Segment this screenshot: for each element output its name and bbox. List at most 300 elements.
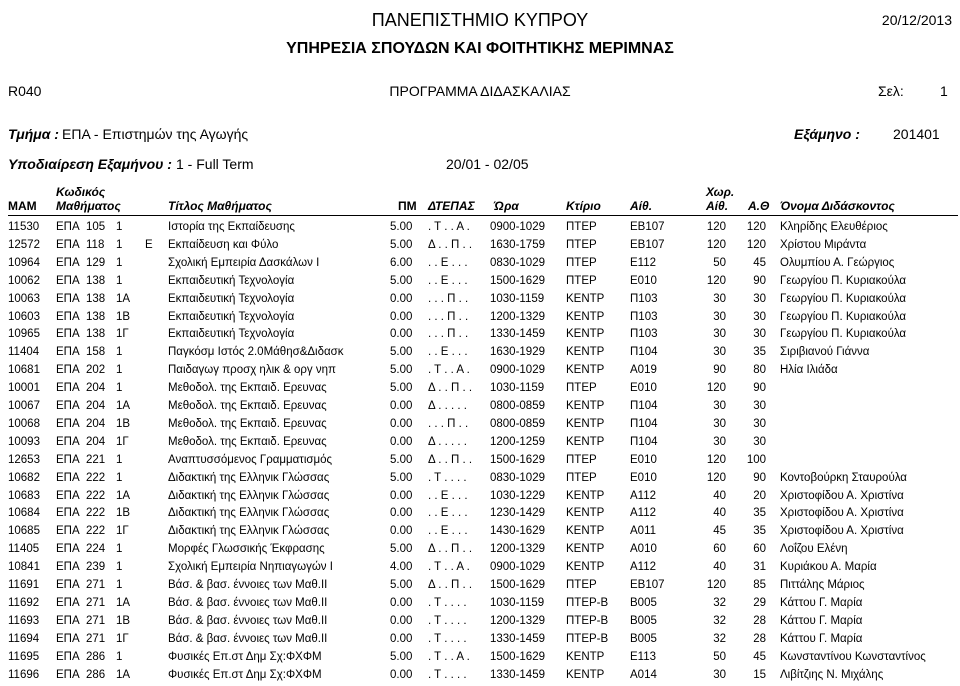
table-row: [0, 490, 960, 507]
building-cell: ΠΤΕΡ: [566, 471, 597, 484]
instructor-cell: Ολυμπίου Α. Γεώργιος: [780, 256, 895, 269]
section-cell: 1Α: [116, 489, 131, 502]
room-cell: Π103: [630, 328, 658, 341]
building-cell: ΚΕΝΤΡ: [566, 292, 605, 305]
building-cell: ΠΤΕΡ-Β: [566, 596, 609, 609]
mam-cell: 10062: [8, 274, 40, 287]
page-label: Σελ:: [878, 83, 904, 99]
room-cell: Α019: [630, 364, 657, 377]
dept-cell: ΕΠΑ: [56, 256, 80, 269]
table-row: [0, 525, 960, 542]
at-cell: 15: [753, 668, 766, 681]
section-cell: 1Γ: [116, 525, 129, 538]
building-cell: ΠΤΕΡ: [566, 256, 597, 269]
instructor-cell: Γεωργίου Π. Κυριακούλα: [780, 310, 907, 323]
dept-cell: ΕΠΑ: [56, 614, 80, 627]
building-cell: ΚΕΝΤΡ: [566, 364, 605, 377]
at-cell: 30: [753, 417, 766, 430]
course-number-cell: 271: [86, 579, 106, 591]
time-cell: 0830-1029: [490, 256, 545, 269]
section-cell: 1: [116, 579, 123, 591]
room-cell: Ε113: [630, 650, 657, 663]
time-cell: 1230-1429: [490, 507, 545, 520]
time-cell: 0800-0859: [490, 417, 545, 430]
credits-cell: 5.00: [390, 274, 413, 287]
col-instructor: Όνομα Διδάσκοντος: [780, 199, 895, 213]
at-cell: 100: [746, 453, 766, 466]
instructor-cell: Ηλία Ιλιάδα: [780, 364, 838, 377]
credits-cell: 5.00: [390, 346, 413, 359]
course-number-cell: 271: [86, 632, 106, 645]
time-cell: 1500-1629: [490, 650, 545, 663]
section-cell: 1: [116, 650, 123, 663]
instructor-cell: Γεωργίου Π. Κυριακούλα: [780, 292, 907, 305]
table-row: [0, 221, 960, 238]
instructor-cell: Λιβίτζιης Ν. Μιχάλης: [780, 668, 884, 681]
days-cell: Δ . . Π . .: [428, 382, 473, 395]
dept-cell: ΕΠΑ: [56, 417, 80, 430]
course-number-cell: 138: [86, 328, 106, 341]
building-cell: ΠΤΕΡ: [566, 453, 597, 466]
col-mam: ΜΑΜ: [8, 199, 37, 213]
instructor-cell: Σιριβιανού Γιάννα: [780, 346, 870, 359]
room-cell: Ε010: [630, 274, 657, 287]
table-row: [0, 507, 960, 524]
course-number-cell: 222: [86, 507, 106, 520]
mam-cell: 11695: [8, 650, 40, 663]
dept-cell: ΕΠΑ: [56, 238, 80, 251]
time-cell: 1030-1159: [490, 292, 545, 305]
dept-cell: ΕΠΑ: [56, 435, 80, 448]
section-cell: 1: [116, 382, 123, 395]
dept-cell: ΕΠΑ: [56, 346, 80, 359]
time-cell: 0800-0859: [490, 400, 545, 412]
days-cell: . . . Π . .: [428, 310, 469, 323]
university-title: ΠΑΝΕΠΙΣΤΗΜΙΟ ΚΥΠΡΟΥ: [371, 10, 589, 30]
section-cell: 1: [116, 471, 123, 484]
instructor-cell: Χριστοφίδου Α. Χριστίνα: [780, 507, 904, 520]
at-cell: 120: [746, 221, 766, 233]
capacity-cell: 50: [713, 256, 726, 269]
section-cell: 1: [116, 364, 123, 377]
days-cell: . . . Π . .: [428, 328, 469, 341]
capacity-cell: 60: [713, 543, 726, 556]
course-title-cell: Διδακτική της Ελληνικ Γλώσσας: [168, 471, 330, 484]
credits-cell: 0.00: [390, 668, 413, 681]
section-cell: 1: [116, 274, 123, 287]
capacity-cell: 120: [706, 471, 726, 484]
course-number-cell: 222: [86, 471, 106, 484]
building-cell: ΠΤΕΡ-Β: [566, 632, 609, 645]
course-number-cell: 271: [86, 596, 106, 609]
capacity-cell: 40: [713, 489, 726, 502]
col-building: Κτίριο: [566, 199, 601, 213]
semester-label: Εξάμηνο :: [794, 126, 860, 142]
table-row: [0, 382, 960, 399]
section-cell: 1: [116, 238, 123, 251]
building-cell: ΚΕΝΤΡ: [566, 543, 605, 556]
time-cell: 0900-1029: [490, 561, 545, 574]
mam-cell: 10684: [8, 507, 40, 520]
mam-cell: 10682: [8, 471, 40, 484]
course-title-cell: Διδακτική της Ελληνικ Γλώσσας: [168, 507, 330, 520]
at-cell: 90: [753, 382, 766, 395]
days-cell: Δ . . Π . .: [428, 238, 473, 251]
course-title-cell: Βάσ. & βασ. έννοιες των Μαθ.ΙΙ: [168, 579, 328, 591]
at-cell: 45: [753, 650, 766, 663]
course-title-cell: Εκπαιδευτική Τεχνολογία: [168, 292, 295, 305]
dept-cell: ΕΠΑ: [56, 328, 80, 341]
room-cell: Β005: [630, 596, 657, 609]
days-cell: . Τ . . Α .: [428, 364, 470, 377]
time-cell: 1430-1629: [490, 525, 545, 538]
days-cell: . . Ε . . .: [428, 489, 468, 502]
section-cell: 1Β: [116, 417, 131, 430]
department-label: Τμήμα :: [8, 126, 59, 142]
dept-cell: ΕΠΑ: [56, 579, 80, 591]
mam-cell: 10093: [8, 435, 40, 448]
section-cell: 1Β: [116, 310, 131, 323]
instructor-cell: Λοΐζου Ελένη: [780, 543, 848, 556]
days-cell: Δ . . . . .: [428, 435, 467, 448]
at-cell: 80: [753, 364, 766, 377]
course-title-cell: Αναπτυσσόμενος Γραμματισμός: [168, 453, 333, 466]
capacity-cell: 120: [706, 238, 726, 251]
building-cell: ΠΤΕΡ: [566, 382, 597, 395]
time-cell: 1200-1329: [490, 614, 545, 627]
days-cell: . Τ . . . .: [428, 596, 467, 609]
at-cell: 30: [753, 292, 766, 305]
at-cell: 20: [753, 489, 766, 502]
at-cell: 35: [753, 525, 766, 538]
table-row: [0, 454, 960, 471]
section-cell: 1Α: [116, 668, 131, 681]
col-title: Τίτλος Μαθήματος: [168, 199, 272, 213]
room-cell: Π104: [630, 400, 658, 412]
building-cell: ΚΕΝΤΡ: [566, 310, 605, 323]
course-title-cell: Εκπαιδευτική Τεχνολογία: [168, 328, 295, 341]
at-cell: 45: [753, 256, 766, 269]
table-row: [0, 669, 960, 686]
days-cell: . . . Π . .: [428, 417, 469, 430]
building-cell: ΚΕΝΤΡ: [566, 417, 605, 430]
course-number-cell: 204: [86, 382, 106, 395]
at-cell: 30: [753, 435, 766, 448]
table-row: [0, 633, 960, 650]
mam-cell: 10683: [8, 489, 40, 502]
instructor-cell: Κάττου Γ. Μαρία: [780, 596, 863, 609]
credits-cell: 0.00: [390, 632, 413, 645]
credits-cell: 0.00: [390, 310, 413, 323]
room-cell: Ε010: [630, 382, 657, 395]
capacity-cell: 30: [713, 346, 726, 359]
instructor-cell: Κληρίδης Ελευθέριος: [780, 221, 888, 233]
section-cell: 1Α: [116, 292, 131, 305]
section-cell: 1: [116, 256, 123, 269]
days-cell: . Τ . . Α .: [428, 221, 470, 233]
capacity-cell: 120: [706, 382, 726, 395]
building-cell: ΠΤΕΡ: [566, 238, 597, 251]
capacity-cell: 30: [713, 328, 726, 341]
dept-cell: ΕΠΑ: [56, 525, 80, 538]
credits-cell: 0.00: [390, 614, 413, 627]
course-title-cell: Μεθοδολ. της Εκπαιδ. Ερευνας: [168, 400, 327, 412]
dept-cell: ΕΠΑ: [56, 471, 80, 484]
capacity-cell: 30: [713, 400, 726, 412]
dept-cell: ΕΠΑ: [56, 382, 80, 395]
course-number-cell: 204: [86, 417, 106, 430]
table-row: [0, 275, 960, 292]
report-title: ΠΡΟΓΡΑΜΜΑ ΔΙΔΑΣΚΑΛΙΑΣ: [389, 83, 571, 99]
course-title-cell: Μορφές Γλωσσικής Έκφρασης: [168, 543, 325, 556]
subdivision-label: Υποδιαίρεση Εξαμήνου :: [8, 156, 172, 172]
col-room: Αίθ.: [630, 199, 653, 213]
section-cell: 1: [116, 543, 123, 556]
building-cell: ΚΕΝΤΡ: [566, 668, 605, 681]
col-capacity-line1: Χωρ.: [706, 185, 735, 199]
header-divider: [8, 215, 958, 216]
course-number-cell: 271: [86, 614, 106, 627]
col-code-line2: Μαθήματος: [56, 199, 121, 213]
service-title: ΥΠΗΡΕΣΙΑ ΣΠΟΥΔΩΝ ΚΑΙ ΦΟΙΤΗΤΙΚΗΣ ΜΕΡΙΜΝΑΣ: [286, 40, 674, 57]
section-cell: 1Γ: [116, 328, 129, 341]
course-title-cell: Μεθοδολ. της Εκπαιδ. Ερευνας: [168, 417, 327, 430]
mam-cell: 10068: [8, 417, 40, 430]
instructor-cell: Κάττου Γ. Μαρία: [780, 632, 863, 645]
section-cell: 1: [116, 561, 123, 574]
course-title-cell: Ιστορία της Εκπαίδευσης: [168, 221, 295, 233]
capacity-cell: 30: [713, 435, 726, 448]
col-capacity-line2: Αίθ.: [706, 199, 729, 213]
capacity-cell: 120: [706, 579, 726, 591]
mam-cell: 10067: [8, 400, 40, 412]
col-days: ΔΤΕΠΑΣ: [428, 199, 475, 213]
building-cell: ΚΕΝΤΡ: [566, 507, 605, 520]
course-title-cell: Μεθοδολ. της Εκπαιδ. Ερευνας: [168, 382, 327, 395]
capacity-cell: 30: [713, 668, 726, 681]
days-cell: Δ . . . . .: [428, 400, 467, 412]
course-title-cell: Φυσικές Επ.στ Δημ Σχ:ΦΧΦΜ: [168, 650, 322, 663]
report-code: R040: [8, 83, 42, 99]
course-number-cell: 221: [86, 453, 106, 466]
room-cell: Α010: [630, 543, 657, 556]
credits-cell: 5.00: [390, 221, 413, 233]
room-cell: Ε010: [630, 471, 657, 484]
col-time: Ώρα: [494, 199, 519, 213]
time-cell: 0900-1029: [490, 364, 545, 377]
course-number-cell: 118: [86, 238, 105, 251]
table-row: [0, 293, 960, 310]
days-cell: . Τ . . Α .: [428, 650, 470, 663]
table-row: [0, 239, 960, 256]
course-number-cell: 222: [86, 525, 106, 538]
room-cell: Β005: [630, 632, 657, 645]
time-cell: 1500-1629: [490, 453, 545, 466]
dept-cell: ΕΠΑ: [56, 292, 80, 305]
course-number-cell: 204: [86, 435, 106, 448]
mam-cell: 11405: [8, 543, 40, 556]
room-cell: Ε112: [630, 256, 657, 269]
building-cell: ΚΕΝΤΡ: [566, 489, 605, 502]
room-cell: Π104: [630, 435, 658, 448]
days-cell: . . Ε . . .: [428, 507, 468, 520]
credits-cell: 5.00: [390, 238, 413, 251]
table-row: [0, 257, 960, 274]
col-at: Α.Θ: [748, 199, 770, 213]
credits-cell: 5.00: [390, 650, 413, 663]
course-number-cell: 138: [86, 310, 106, 323]
extra-cell: Ε: [145, 238, 153, 251]
at-cell: 85: [753, 579, 766, 591]
room-cell: Α011: [630, 525, 657, 538]
at-cell: 28: [753, 614, 766, 627]
days-cell: . . Ε . . .: [428, 274, 468, 287]
credits-cell: 0.00: [390, 328, 413, 341]
course-title-cell: Βάσ. & βασ. έννοιες των Μαθ.ΙΙ: [168, 632, 328, 645]
capacity-cell: 32: [713, 596, 726, 609]
course-title-cell: Εκπαίδευση και Φύλο: [168, 238, 279, 251]
building-cell: ΚΕΝΤΡ: [566, 561, 605, 574]
at-cell: 120: [746, 238, 766, 251]
table-row: [0, 597, 960, 614]
mam-cell: 12572: [8, 238, 40, 251]
table-row: [0, 561, 960, 578]
credits-cell: 6.00: [390, 256, 413, 269]
at-cell: 30: [753, 328, 766, 341]
section-cell: 1: [116, 453, 123, 466]
course-number-cell: 286: [86, 668, 106, 681]
page-number: 1: [940, 83, 948, 99]
building-cell: ΠΤΕΡ: [566, 221, 597, 233]
building-cell: ΠΤΕΡ-Β: [566, 614, 609, 627]
capacity-cell: 50: [713, 650, 726, 663]
instructor-cell: Χρίστου Μιράντα: [780, 238, 867, 251]
at-cell: 31: [753, 561, 766, 574]
section-cell: 1Α: [116, 400, 131, 412]
dept-cell: ΕΠΑ: [56, 543, 80, 556]
table-row: [0, 579, 960, 596]
at-cell: 60: [753, 543, 766, 556]
subdivision-value: 1 - Full Term: [176, 156, 254, 172]
building-cell: ΠΤΕΡ: [566, 274, 597, 287]
at-cell: 30: [753, 310, 766, 323]
mam-cell: 11696: [8, 668, 40, 681]
at-cell: 35: [753, 346, 766, 359]
capacity-cell: 120: [706, 221, 726, 233]
days-cell: . Τ . . . .: [428, 614, 467, 627]
instructor-cell: Πιττάλης Μάριος: [780, 579, 865, 591]
credits-cell: 0.00: [390, 292, 413, 305]
credits-cell: 5.00: [390, 364, 413, 377]
at-cell: 30: [753, 400, 766, 412]
semester-value: 201401: [893, 126, 940, 142]
at-cell: 35: [753, 507, 766, 520]
section-cell: 1Α: [116, 596, 131, 609]
days-cell: Δ . . Π . .: [428, 453, 473, 466]
credits-cell: 0.00: [390, 596, 413, 609]
course-title-cell: Διδακτική της Ελληνικ Γλώσσας: [168, 525, 330, 538]
building-cell: ΚΕΝΤΡ: [566, 435, 605, 448]
days-cell: . . Ε . . .: [428, 256, 468, 269]
course-number-cell: 105: [86, 221, 106, 233]
mam-cell: 11530: [8, 221, 40, 233]
table-row: [0, 615, 960, 632]
days-cell: . . Ε . . .: [428, 346, 468, 359]
table-row: [0, 346, 960, 363]
col-code-line1: Κωδικός: [56, 185, 106, 199]
date-range: 20/01 - 02/05: [446, 156, 529, 172]
time-cell: 1330-1459: [490, 668, 545, 681]
capacity-cell: 30: [713, 310, 726, 323]
time-cell: 1200-1329: [490, 543, 545, 556]
at-cell: 28: [753, 632, 766, 645]
section-cell: 1Γ: [116, 435, 129, 448]
time-cell: 1200-1259: [490, 435, 545, 448]
credits-cell: 0.00: [390, 400, 413, 412]
time-cell: 1030-1159: [490, 382, 545, 395]
dept-cell: ΕΠΑ: [56, 221, 80, 233]
mam-cell: 11404: [8, 346, 40, 359]
capacity-cell: 30: [713, 417, 726, 430]
time-cell: 1330-1459: [490, 328, 545, 341]
at-cell: 90: [753, 471, 766, 484]
credits-cell: 5.00: [390, 382, 413, 395]
time-cell: 1500-1629: [490, 274, 545, 287]
course-title-cell: Διδακτική της Ελληνικ Γλώσσας: [168, 489, 330, 502]
dept-cell: ΕΠΑ: [56, 310, 80, 323]
capacity-cell: 45: [713, 525, 726, 538]
credits-cell: 0.00: [390, 507, 413, 520]
dept-cell: ΕΠΑ: [56, 596, 80, 609]
room-cell: Β005: [630, 614, 657, 627]
capacity-cell: 40: [713, 561, 726, 574]
room-cell: Π103: [630, 310, 658, 323]
building-cell: ΚΕΝΤΡ: [566, 328, 605, 341]
mam-cell: 10063: [8, 292, 40, 305]
table-row: [0, 472, 960, 489]
dept-cell: ΕΠΑ: [56, 668, 80, 681]
instructor-cell: Γεωργίου Π. Κυριακούλα: [780, 328, 907, 341]
days-cell: . . . Π . .: [428, 292, 469, 305]
course-title-cell: Σχολική Εμπειρία Νηπιαγωγών Ι: [168, 561, 333, 574]
at-cell: 90: [753, 274, 766, 287]
mam-cell: 11693: [8, 614, 40, 627]
mam-cell: 10681: [8, 364, 40, 377]
course-number-cell: 138: [86, 292, 106, 305]
mam-cell: 11691: [8, 579, 40, 591]
course-title-cell: Σχολική Εμπειρία Δασκάλων Ι: [168, 256, 320, 269]
mam-cell: 10001: [8, 382, 40, 395]
mam-cell: 11692: [8, 596, 40, 609]
table-row: [0, 543, 960, 560]
instructor-cell: Κυριάκου Α. Μαρία: [780, 561, 877, 574]
room-cell: Α014: [630, 668, 657, 681]
dept-cell: ΕΠΑ: [56, 650, 80, 663]
time-cell: 1500-1629: [490, 579, 545, 591]
course-number-cell: 202: [86, 364, 106, 377]
table-row: [0, 418, 960, 435]
course-number-cell: 158: [86, 346, 106, 359]
credits-cell: 5.00: [390, 543, 413, 556]
time-cell: 1200-1329: [490, 310, 545, 323]
report-date: 20/12/2013: [881, 12, 952, 28]
mam-cell: 10603: [8, 310, 40, 323]
time-cell: 0900-1029: [490, 221, 545, 233]
table-row: [0, 311, 960, 328]
course-title-cell: Βάσ. & βασ. έννοιες των Μαθ.ΙΙ: [168, 614, 328, 627]
course-title-cell: Βάσ. & βασ. έννοιες των Μαθ.ΙΙ: [168, 596, 328, 609]
time-cell: 1630-1929: [490, 346, 545, 359]
